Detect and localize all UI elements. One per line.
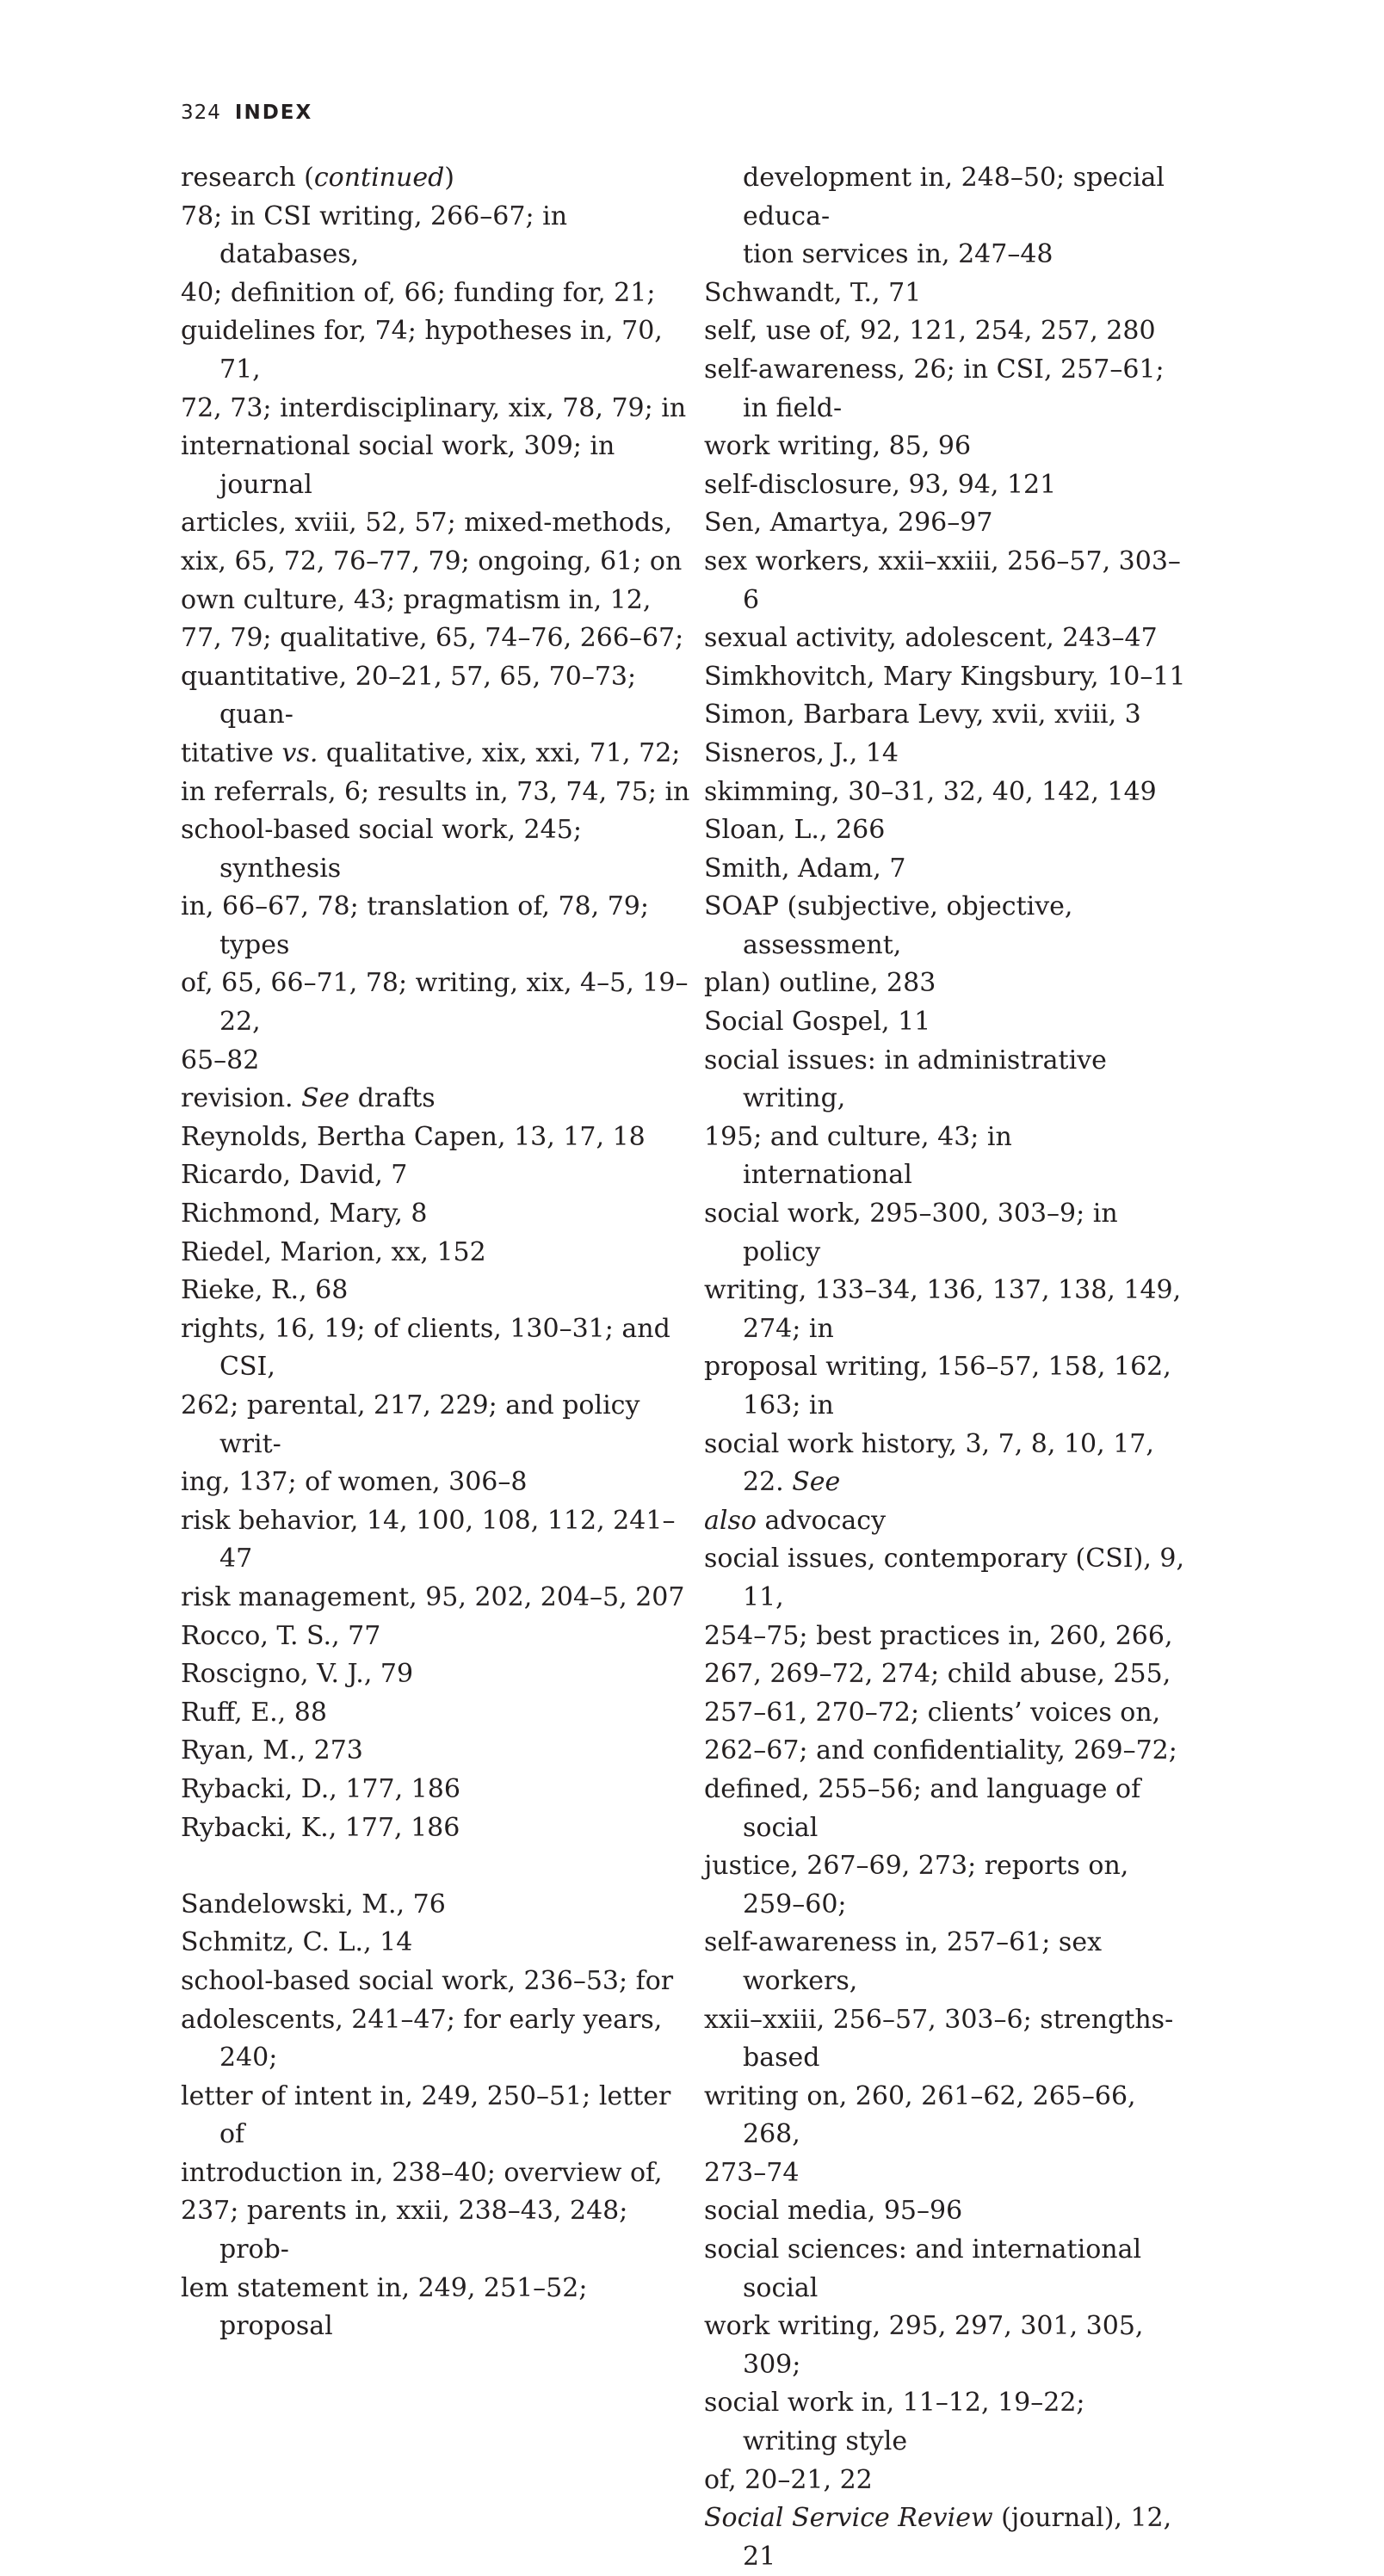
index-column-right — [704, 159, 1186, 2576]
index-entry: Richmond, Mary, 8 — [181, 1199, 428, 1229]
index-entry: Rybacki, D., 177, 186 — [181, 1773, 460, 1804]
index-entry-soap: SOAP (subjective, objective, assessment, plan) outline, 283 — [704, 891, 1073, 999]
section-gap — [181, 1847, 697, 1886]
index-entry: Simon, Barbara Levy, xvii, xviii, 3 — [704, 699, 1141, 730]
index-entry: Schwandt, T., 71 — [704, 277, 922, 308]
index-entry: Reynolds, Bertha Capen, 13, 17, 18 — [181, 1121, 646, 1152]
index-entry: Ricardo, David, 7 — [181, 1160, 408, 1191]
index-entry: skimming, 30–31, 32, 40, 142, 149 — [704, 776, 1157, 807]
index-entry: Roscigno, V. J., 79 — [181, 1659, 414, 1690]
index-entry: Sloan, L., 266 — [704, 815, 886, 846]
page-number: 324 — [181, 102, 221, 124]
index-entry-rights: rights, 16, 19; of clients, 130–31; and CSI, 262; parental, 217, 229; and policy writ- ing, 137; of women, 306–8 — [181, 1313, 670, 1498]
index-entry: Rocco, T. S., 77 — [181, 1620, 381, 1651]
index-entry-social-issues: social issues: in administrative writing, 195; and culture, 43; in international social work, 295–300, 303–9; in policy writing, 133–34, 136, 137, 138, 149, 274; in proposal writing, 156–57, 158, 162, 163; in social work history, 3, 7, 8, 10, 17, 22. See also advocacy — [704, 1045, 1182, 1536]
index-entry: Rieke, R., 68 — [181, 1275, 349, 1306]
index-entry: social media, 95–96 — [704, 2196, 963, 2227]
running-header — [181, 102, 312, 124]
index-entry: self-disclosure, 93, 94, 121 — [704, 469, 1057, 500]
index-entry-school-based: school-based social work, 236–53; for adolescents, 241–47; for early years, 240; letter of intent in, 249, 250–51; letter of introduction in, 238–40; overview of, 237; parents in, xxii, 238–43, 248; prob- lem statement in, 249, 251–52; proposal — [181, 1965, 674, 2342]
index-entry-csi: social issues, contemporary (CSI), 9, 11, 254–75; best practices in, 260, 266, 267, 269–72, 274; child abuse, 255, 257–61, 270–72; clients’ voices on, 262–67; and confidentiality, 269–72; defined, 255–56; and language of social justice, 267–69, 273; reports on, 259–60; self-awareness in, 257–61; sex workers, xxii–xxiii, 256–57, 303–6; strengths-based writing on, 260, 261–62, 265–66, 268, 273–74 — [704, 1544, 1185, 2188]
index-entry: Smith, Adam, 7 — [704, 853, 906, 884]
index-entry: Sandelowski, M., 76 — [181, 1889, 446, 1920]
index-entry: Sen, Amartya, 296–97 — [704, 508, 993, 539]
index-entry-social-service-review: Social Service Review (journal), 12, 21 — [704, 2503, 1172, 2572]
index-entry-school-based-continued: development in, 248–50; special educa- tion services in, 247–48 — [743, 163, 1165, 270]
index-entry: Simkhovitch, Mary Kingsbury, 10–11 — [704, 661, 1186, 692]
index-entry: sexual activity, adolescent, 243–47 — [704, 623, 1158, 654]
index-column-left — [181, 159, 697, 2346]
index-entry: Sisneros, J., 14 — [704, 737, 899, 768]
index-entry: Social Gospel, 11 — [704, 1007, 931, 1038]
index-entry-social-sciences: social sciences: and international social work writing, 295, 297, 301, 305, 309; social work in, 11–12, 19–22; writing style of, 20–21, 22 — [704, 2234, 1144, 2495]
index-entry: Rybacki, K., 177, 186 — [181, 1812, 460, 1843]
index-entry: Riedel, Marion, xx, 152 — [181, 1236, 486, 1267]
index-entry: sex workers, xxii–xxiii, 256–57, 303–6 — [704, 545, 1181, 615]
index-entry: self, use of, 92, 121, 254, 257, 280 — [704, 316, 1156, 347]
index-entry: risk behavior, 14, 100, 108, 112, 241–47 — [181, 1505, 676, 1575]
header-title: INDEX — [234, 102, 313, 124]
index-entry-self-awareness: self-awareness, 26; in CSI, 257–61; in field- work writing, 85, 96 — [704, 354, 1165, 462]
index-entry: risk management, 95, 202, 204–5, 207 — [181, 1581, 685, 1612]
index-entry-research: research (continued) 78; in CSI writing, 266–67; in databases, 40; definition of, 66; funding for, 21; guidelines for, 74; hypotheses in, 70, 71, 72, 73; interdisciplinary, xix, 78, 79; in international social work, 309; in journal articles, xviii, 52, 57; mixed-methods, xix, 65, 72, 76–77, 79; ongoing, 61; on own culture, 43; pragmatism in, 12, 77, 79; qualitative, 65, 74–76, 266–67; quantitative, 20–21, 57, 65, 70–73; quan- titative vs. qualitative, xix, xxi, 71, 72; in referrals, 6; results in, 73, 74, 75; in school-based social work, 245; synthesis in, 66–67, 78; translation of, 78, 79; types of, 65, 66–71, 78; writing, xix, 4–5, 19–22, 65–82 — [181, 163, 690, 1075]
index-entry-revision: revision. See drafts — [181, 1083, 436, 1114]
index-entry: Ruff, E., 88 — [181, 1697, 327, 1728]
index-entry: Ryan, M., 273 — [181, 1735, 363, 1766]
index-entry: Schmitz, C. L., 14 — [181, 1927, 413, 1958]
